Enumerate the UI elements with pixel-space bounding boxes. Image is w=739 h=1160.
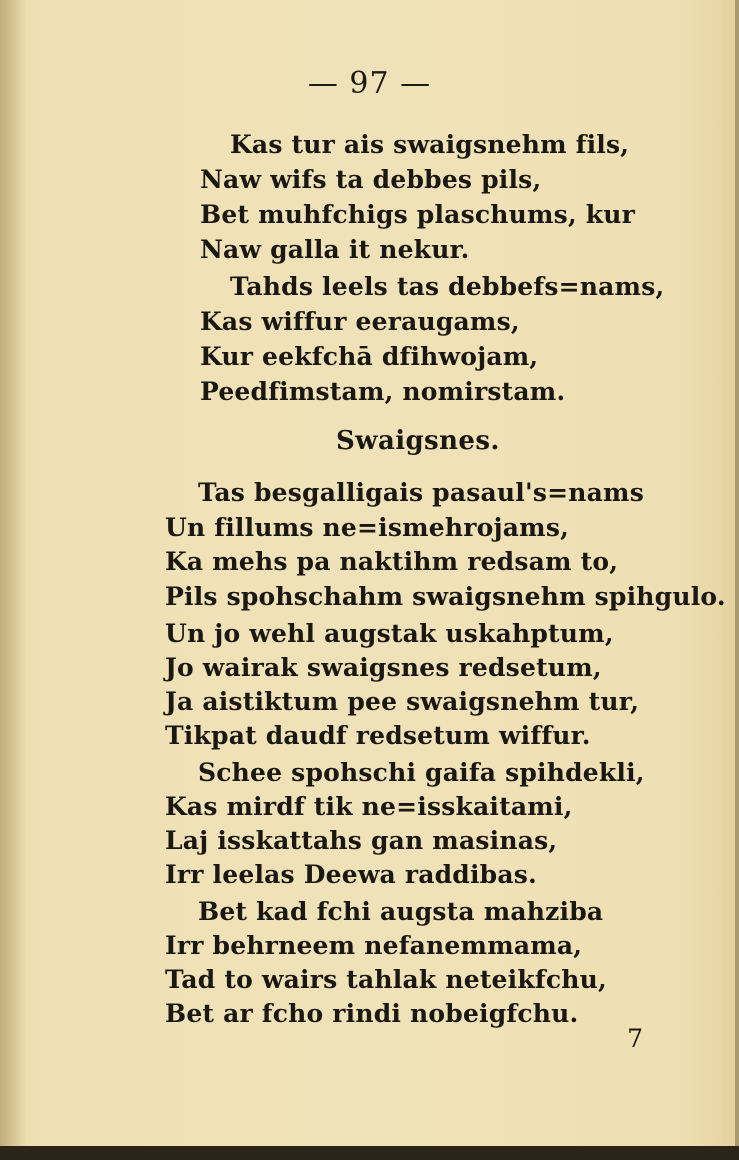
page-number: — 97 — bbox=[307, 66, 432, 101]
page-bottom-edge bbox=[0, 1146, 739, 1160]
poem-line: Jo wairak swaigsnes redsetum, bbox=[165, 653, 602, 682]
poem-line: Peedfimstam, nomirstam. bbox=[200, 377, 566, 406]
poem-line: Naw wifs ta debbes pils, bbox=[200, 165, 542, 194]
poem-line: Kas tur ais swaigsnehm fils, bbox=[230, 130, 630, 159]
poem-line: Laj isskattahs gan masinas, bbox=[165, 826, 558, 855]
poem-line: Un jo wehl augstak uskahptum, bbox=[165, 619, 614, 648]
poem-line: Irr leelas Deewa raddibas. bbox=[165, 860, 537, 889]
poem-line: Tahds leels tas debbefs=nams, bbox=[230, 272, 665, 301]
section-heading: Swaigsnes. bbox=[336, 426, 500, 456]
poem-line: Bet muhfchigs plaschums, kur bbox=[200, 200, 636, 229]
poem-line: Tas besgalligais pasaul's=nams bbox=[198, 478, 644, 507]
poem-line: Schee spohschi gaifa spihdekli, bbox=[198, 758, 645, 787]
poem-line: Kas mirdf tik ne=isskaitami, bbox=[165, 792, 573, 821]
poem-line: Pils spohschahm swaigsnehm spihgulo. bbox=[165, 582, 726, 611]
poem-line: Ka mehs pa naktihm redsam to, bbox=[165, 547, 619, 576]
poem-line: Irr behrneem nefanemmama, bbox=[165, 931, 583, 960]
poem-line: Kur eekfchā dfihwojam, bbox=[200, 342, 539, 371]
poem-line: Naw galla it nekur. bbox=[200, 235, 470, 264]
poem-line: Tikpat daudf redsetum wiffur. bbox=[165, 721, 591, 750]
poem-line: Tad to wairs tahlak neteikfchu, bbox=[165, 965, 607, 994]
poem-line: Bet ar fcho rindi nobeigfchu. bbox=[165, 999, 579, 1028]
poem-line: Un fillums ne=ismehrojams, bbox=[165, 513, 569, 542]
poem-line: Ja aistiktum pee swaigsnehm tur, bbox=[165, 687, 640, 716]
poem-line: Bet kad fchi augsta mahziba bbox=[198, 897, 604, 926]
poem-line: Kas wiffur eeraugams, bbox=[200, 307, 520, 336]
signature-mark: 7 bbox=[627, 1024, 643, 1053]
